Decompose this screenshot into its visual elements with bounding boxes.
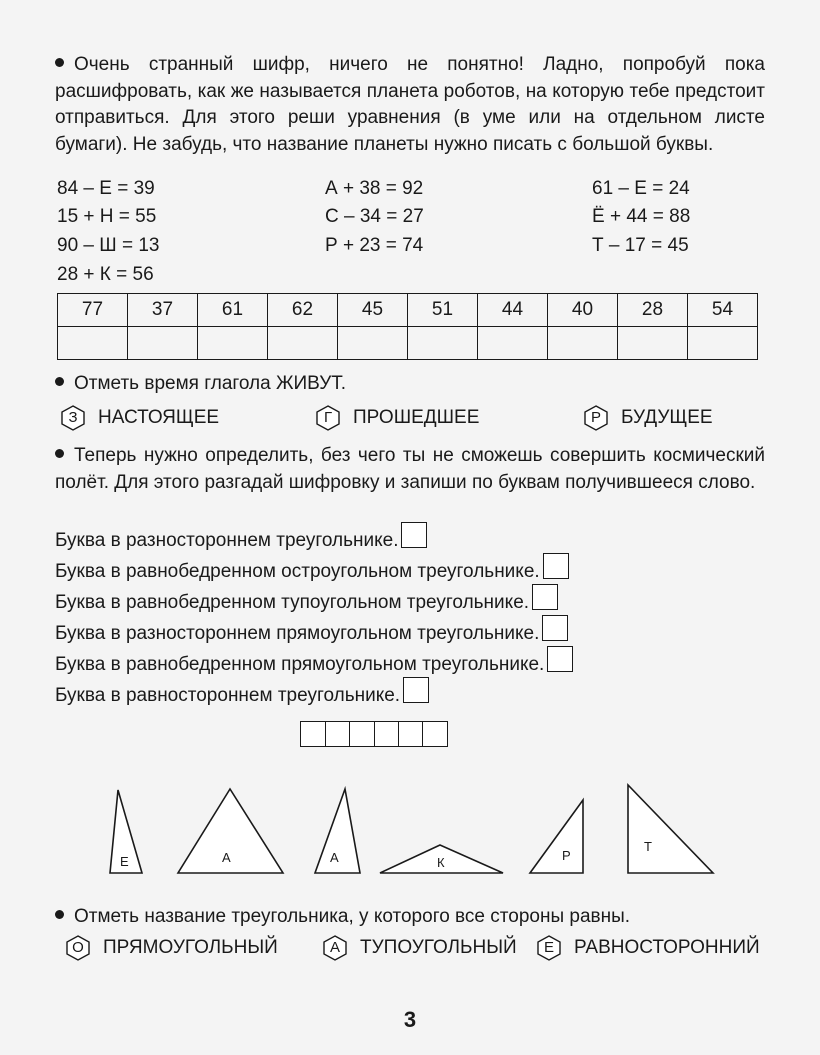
triangle-letter: Р	[562, 848, 571, 863]
equation: Р + 23 = 74	[325, 235, 424, 256]
cipher-number: 62	[268, 294, 338, 327]
answer-cell[interactable]	[478, 327, 548, 360]
task2-instructions	[55, 371, 765, 398]
option-letter: А	[329, 939, 340, 956]
triangles-figure	[0, 775, 820, 880]
answer-cell[interactable]	[128, 327, 198, 360]
option-letter: З	[68, 409, 78, 426]
option-label: НАСТОЯЩЕЕ	[98, 407, 220, 428]
option-right[interactable]	[65, 935, 278, 961]
clue-answer-box[interactable]	[547, 646, 573, 672]
equation: 61 – Е = 24	[592, 178, 690, 199]
answer-cell[interactable]	[198, 327, 268, 360]
task1-text: Очень странный шифр, ничего не понятно! Ладно, попробуй пока расшифровать, как же называется планета роботов, на которую тебе предстоит отправиться. Для этого реши уравнения (в уме или на отдельном листе бумаги). Не забудь, что название планеты нужно писать с большой буквы.	[55, 54, 765, 155]
cipher-number: 40	[548, 294, 618, 327]
equation: С – 34 = 27	[325, 206, 424, 227]
cipher-number: 77	[58, 294, 128, 327]
clue-text: Буква в разностороннем прямоугольном треугольнике.	[55, 623, 540, 644]
triangle-letter: А	[222, 850, 231, 865]
answer-letter-box[interactable]	[300, 721, 326, 747]
option-obtuse[interactable]	[322, 935, 517, 961]
triangle-equilateral	[628, 785, 713, 873]
equation: А + 38 = 92	[325, 178, 424, 199]
clue-answer-box[interactable]	[401, 522, 427, 548]
clue-row	[55, 652, 573, 678]
clue-answer-box[interactable]	[542, 615, 568, 641]
option-letter: О	[72, 939, 84, 956]
bullet-icon	[55, 377, 64, 386]
cipher-table	[57, 293, 758, 360]
clue-text: Буква в равнобедренном прямоугольном треугольнике.	[55, 654, 545, 675]
equation: 15 + Н = 55	[57, 206, 157, 227]
hexagon-icon	[583, 405, 609, 431]
triangle-letter: К	[437, 855, 445, 870]
triangle-isosceles-right	[530, 800, 583, 873]
bullet-icon	[55, 910, 64, 919]
answer-cell[interactable]	[408, 327, 478, 360]
clue-text: Буква в разностороннем треугольнике.	[55, 530, 399, 551]
answer-letter-box[interactable]	[422, 721, 448, 747]
option-label: ПРЯМОУГОЛЬНЫЙ	[103, 937, 278, 958]
clue-row	[55, 559, 569, 585]
option-label: РАВНОСТОРОННИЙ	[574, 937, 760, 958]
page-number: 3	[403, 1007, 417, 1032]
task1-instructions	[55, 52, 765, 158]
option-label: ТУПОУГОЛЬНЫЙ	[360, 937, 517, 958]
hexagon-icon	[60, 405, 86, 431]
clue-row	[55, 683, 429, 709]
task4-text: Отметь название треугольника, у которого все стороны равны.	[74, 906, 631, 927]
hexagon-icon	[322, 935, 348, 961]
task3-text: Теперь нужно определить, без чего ты не сможешь совершить космический полёт. Для этого разгадай шифровку и запиши по буквам получившееся слово.	[55, 445, 765, 493]
clue-answer-box[interactable]	[543, 553, 569, 579]
hexagon-icon	[65, 935, 91, 961]
clue-text: Буква в равнобедренном тупоугольном треугольнике.	[55, 592, 530, 613]
cipher-number: 28	[618, 294, 688, 327]
option-label: БУДУЩЕЕ	[621, 407, 713, 428]
answer-cell[interactable]	[268, 327, 338, 360]
cipher-number-row	[58, 294, 758, 327]
triangle-letter: Е	[120, 854, 129, 869]
cipher-number: 51	[408, 294, 478, 327]
clue-text: Буква в равностороннем треугольнике.	[55, 685, 401, 706]
clue-row	[55, 621, 568, 647]
cipher-number: 37	[128, 294, 198, 327]
option-letter: Г	[323, 409, 333, 426]
hexagon-icon	[315, 405, 341, 431]
answer-letter-box[interactable]	[398, 721, 424, 747]
bullet-icon	[55, 58, 64, 67]
cipher-number: 54	[688, 294, 758, 327]
bullet-icon	[55, 449, 64, 458]
cipher-number: 61	[198, 294, 268, 327]
equation: 90 – Ш = 13	[57, 235, 160, 256]
equation: 28 + К = 56	[57, 264, 154, 285]
clue-answer-box[interactable]	[403, 677, 429, 703]
cipher-number: 45	[338, 294, 408, 327]
task2-text: Отметь время глагола ЖИВУТ.	[74, 373, 347, 394]
answer-letter-box[interactable]	[349, 721, 375, 747]
equation: 84 – Е = 39	[57, 178, 155, 199]
task4-instructions	[55, 904, 765, 931]
equation: Ё + 44 = 88	[592, 206, 691, 227]
clue-answer-box[interactable]	[532, 584, 558, 610]
clue-text: Буква в равнобедренном остроугольном треугольнике.	[55, 561, 540, 582]
answer-word-boxes	[302, 721, 448, 747]
answer-cell[interactable]	[338, 327, 408, 360]
option-present[interactable]	[60, 405, 219, 431]
answer-cell[interactable]	[688, 327, 758, 360]
option-future[interactable]	[583, 405, 713, 431]
triangle-letter: Т	[644, 839, 652, 854]
cipher-answer-row	[58, 327, 758, 360]
clue-row	[55, 590, 558, 616]
answer-cell[interactable]	[58, 327, 128, 360]
clue-row	[55, 528, 427, 554]
answer-cell[interactable]	[548, 327, 618, 360]
task3-instructions	[55, 443, 765, 496]
answer-letter-box[interactable]	[374, 721, 400, 747]
cipher-number: 44	[478, 294, 548, 327]
option-past[interactable]	[315, 405, 479, 431]
option-label: ПРОШЕДШЕЕ	[353, 407, 480, 428]
equation: Т – 17 = 45	[592, 235, 689, 256]
option-equilateral[interactable]	[536, 935, 760, 961]
answer-cell[interactable]	[618, 327, 688, 360]
option-letter: Р	[590, 409, 601, 426]
triangle-letter: А	[330, 850, 339, 865]
hexagon-icon	[536, 935, 562, 961]
option-letter: Е	[543, 939, 554, 956]
answer-letter-box[interactable]	[325, 721, 351, 747]
